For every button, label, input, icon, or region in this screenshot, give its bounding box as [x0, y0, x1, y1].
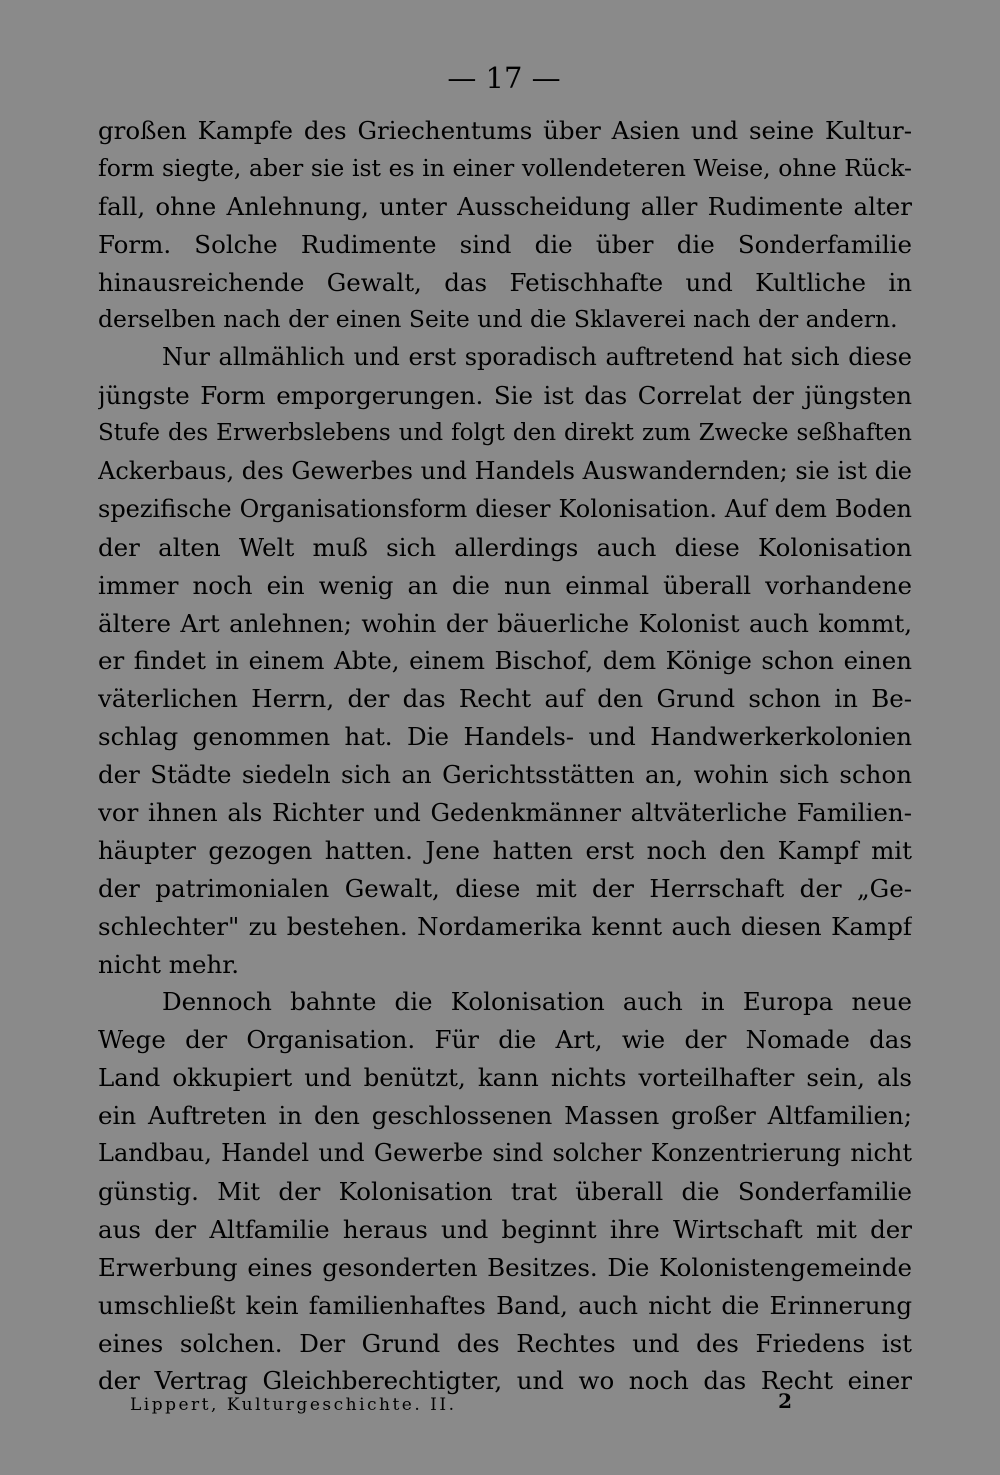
text-line: Nur allmählich und erst sporadisch auftretend hat sich diese	[162, 343, 912, 372]
text-line: fall, ohne Anlehnung, unter Ausscheidung aller Rudimente alter	[98, 191, 912, 221]
text-line: Dennoch bahnte die Kolonisation auch in Europa neue	[162, 987, 912, 1017]
text-line: er findet in einem Abte, einem Bischof, dem Könige schon einen	[98, 646, 912, 676]
footer-author-title: Lippert, Kulturgeschichte. II.	[130, 1395, 457, 1415]
text-line: großen Kampfe des Griechentums über Asien und seine Kultur-	[98, 116, 912, 145]
text-line: Stufe des Erwerbslebens und folgt den direkt zum Zwecke seßhaften	[98, 420, 912, 447]
body-text	[98, 112, 912, 1400]
text-line: derselben nach der einen Seite und die Sklaverei nach der andern.	[98, 305, 898, 334]
text-line: nicht mehr.	[98, 949, 240, 979]
text-line: eines solchen. Der Grund des Rechtes und des Friedens ist	[98, 1328, 912, 1358]
paragraph	[98, 339, 912, 983]
text-line: Land okkupiert und benützt, kann nichts vorteilhafter sein, als	[98, 1063, 912, 1093]
text-line: hinausreichende Gewalt, das Fetischhafte und Kultliche in	[98, 267, 912, 297]
paragraph	[98, 983, 912, 1400]
text-line: der alten Welt muß sich allerdings auch diese Kolonisation	[98, 532, 912, 562]
text-line: spezifische Organisationsform dieser Kolonisation. Auf dem Boden	[98, 494, 912, 523]
text-line: Landbau, Handel und Gewerbe sind solcher Konzentrierung nicht	[98, 1139, 912, 1168]
text-line: schlag genommen hat. Die Handels- und Handwerkerkolonien	[98, 722, 912, 752]
text-line: ein Auftreten in den geschlossenen Massen großer Altfamilien;	[98, 1101, 912, 1131]
text-line: schlechter" zu bestehen. Nordamerika kennt auch diesen Kampf	[98, 911, 912, 941]
text-line: Form. Solche Rudimente sind die über die Sonderfamilie	[98, 229, 912, 259]
footer-signature-mark: 2	[778, 1389, 792, 1413]
text-line: Wege der Organisation. Für die Art, wie der Nomade das	[98, 1025, 912, 1055]
page-footer	[130, 1390, 792, 1420]
text-line: väterlichen Herrn, der das Recht auf den Grund schon in Be-	[98, 684, 912, 714]
text-line: der patrimonialen Gewalt, diese mit der Herrschaft der „Ge-	[98, 873, 912, 903]
text-line: jüngste Form emporgerungen. Sie ist das Correlat der jüngsten	[98, 381, 912, 411]
text-line: Erwerbung eines gesonderten Besitzes. Die Kolonistengemeinde	[98, 1252, 912, 1282]
text-line: ältere Art anlehnen; wohin der bäuerliche Kolonist auch kommt,	[98, 608, 912, 638]
text-line: immer noch ein wenig an die nun einmal überall vorhandene	[98, 570, 912, 600]
text-line: der Vertrag Gleichberechtigter, und wo noch das Recht einer	[98, 1366, 912, 1396]
text-line: aus der Altfamilie heraus und beginnt ihre Wirtschaft mit der	[98, 1214, 912, 1244]
page-number: — 17 —	[447, 61, 561, 95]
text-line: vor ihnen als Richter und Gedenkmänner altväterliche Familien-	[98, 798, 912, 828]
text-line: günstig. Mit der Kolonisation trat überall die Sonderfamilie	[98, 1176, 912, 1206]
text-line: häupter gezogen hatten. Jene hatten erst noch den Kampf mit	[98, 835, 912, 865]
text-line: der Städte siedeln sich an Gerichtsstätten an, wohin sich schon	[98, 760, 912, 790]
text-line: form siegte, aber sie ist es in einer vollendeteren Weise, ohne Rück-	[98, 153, 912, 182]
text-line: umschließt kein familienhaftes Band, auch nicht die Erinnerung	[98, 1290, 912, 1320]
paragraph	[98, 112, 912, 339]
text-line: Ackerbaus, des Gewerbes und Handels Auswandernden; sie ist die	[98, 457, 912, 486]
